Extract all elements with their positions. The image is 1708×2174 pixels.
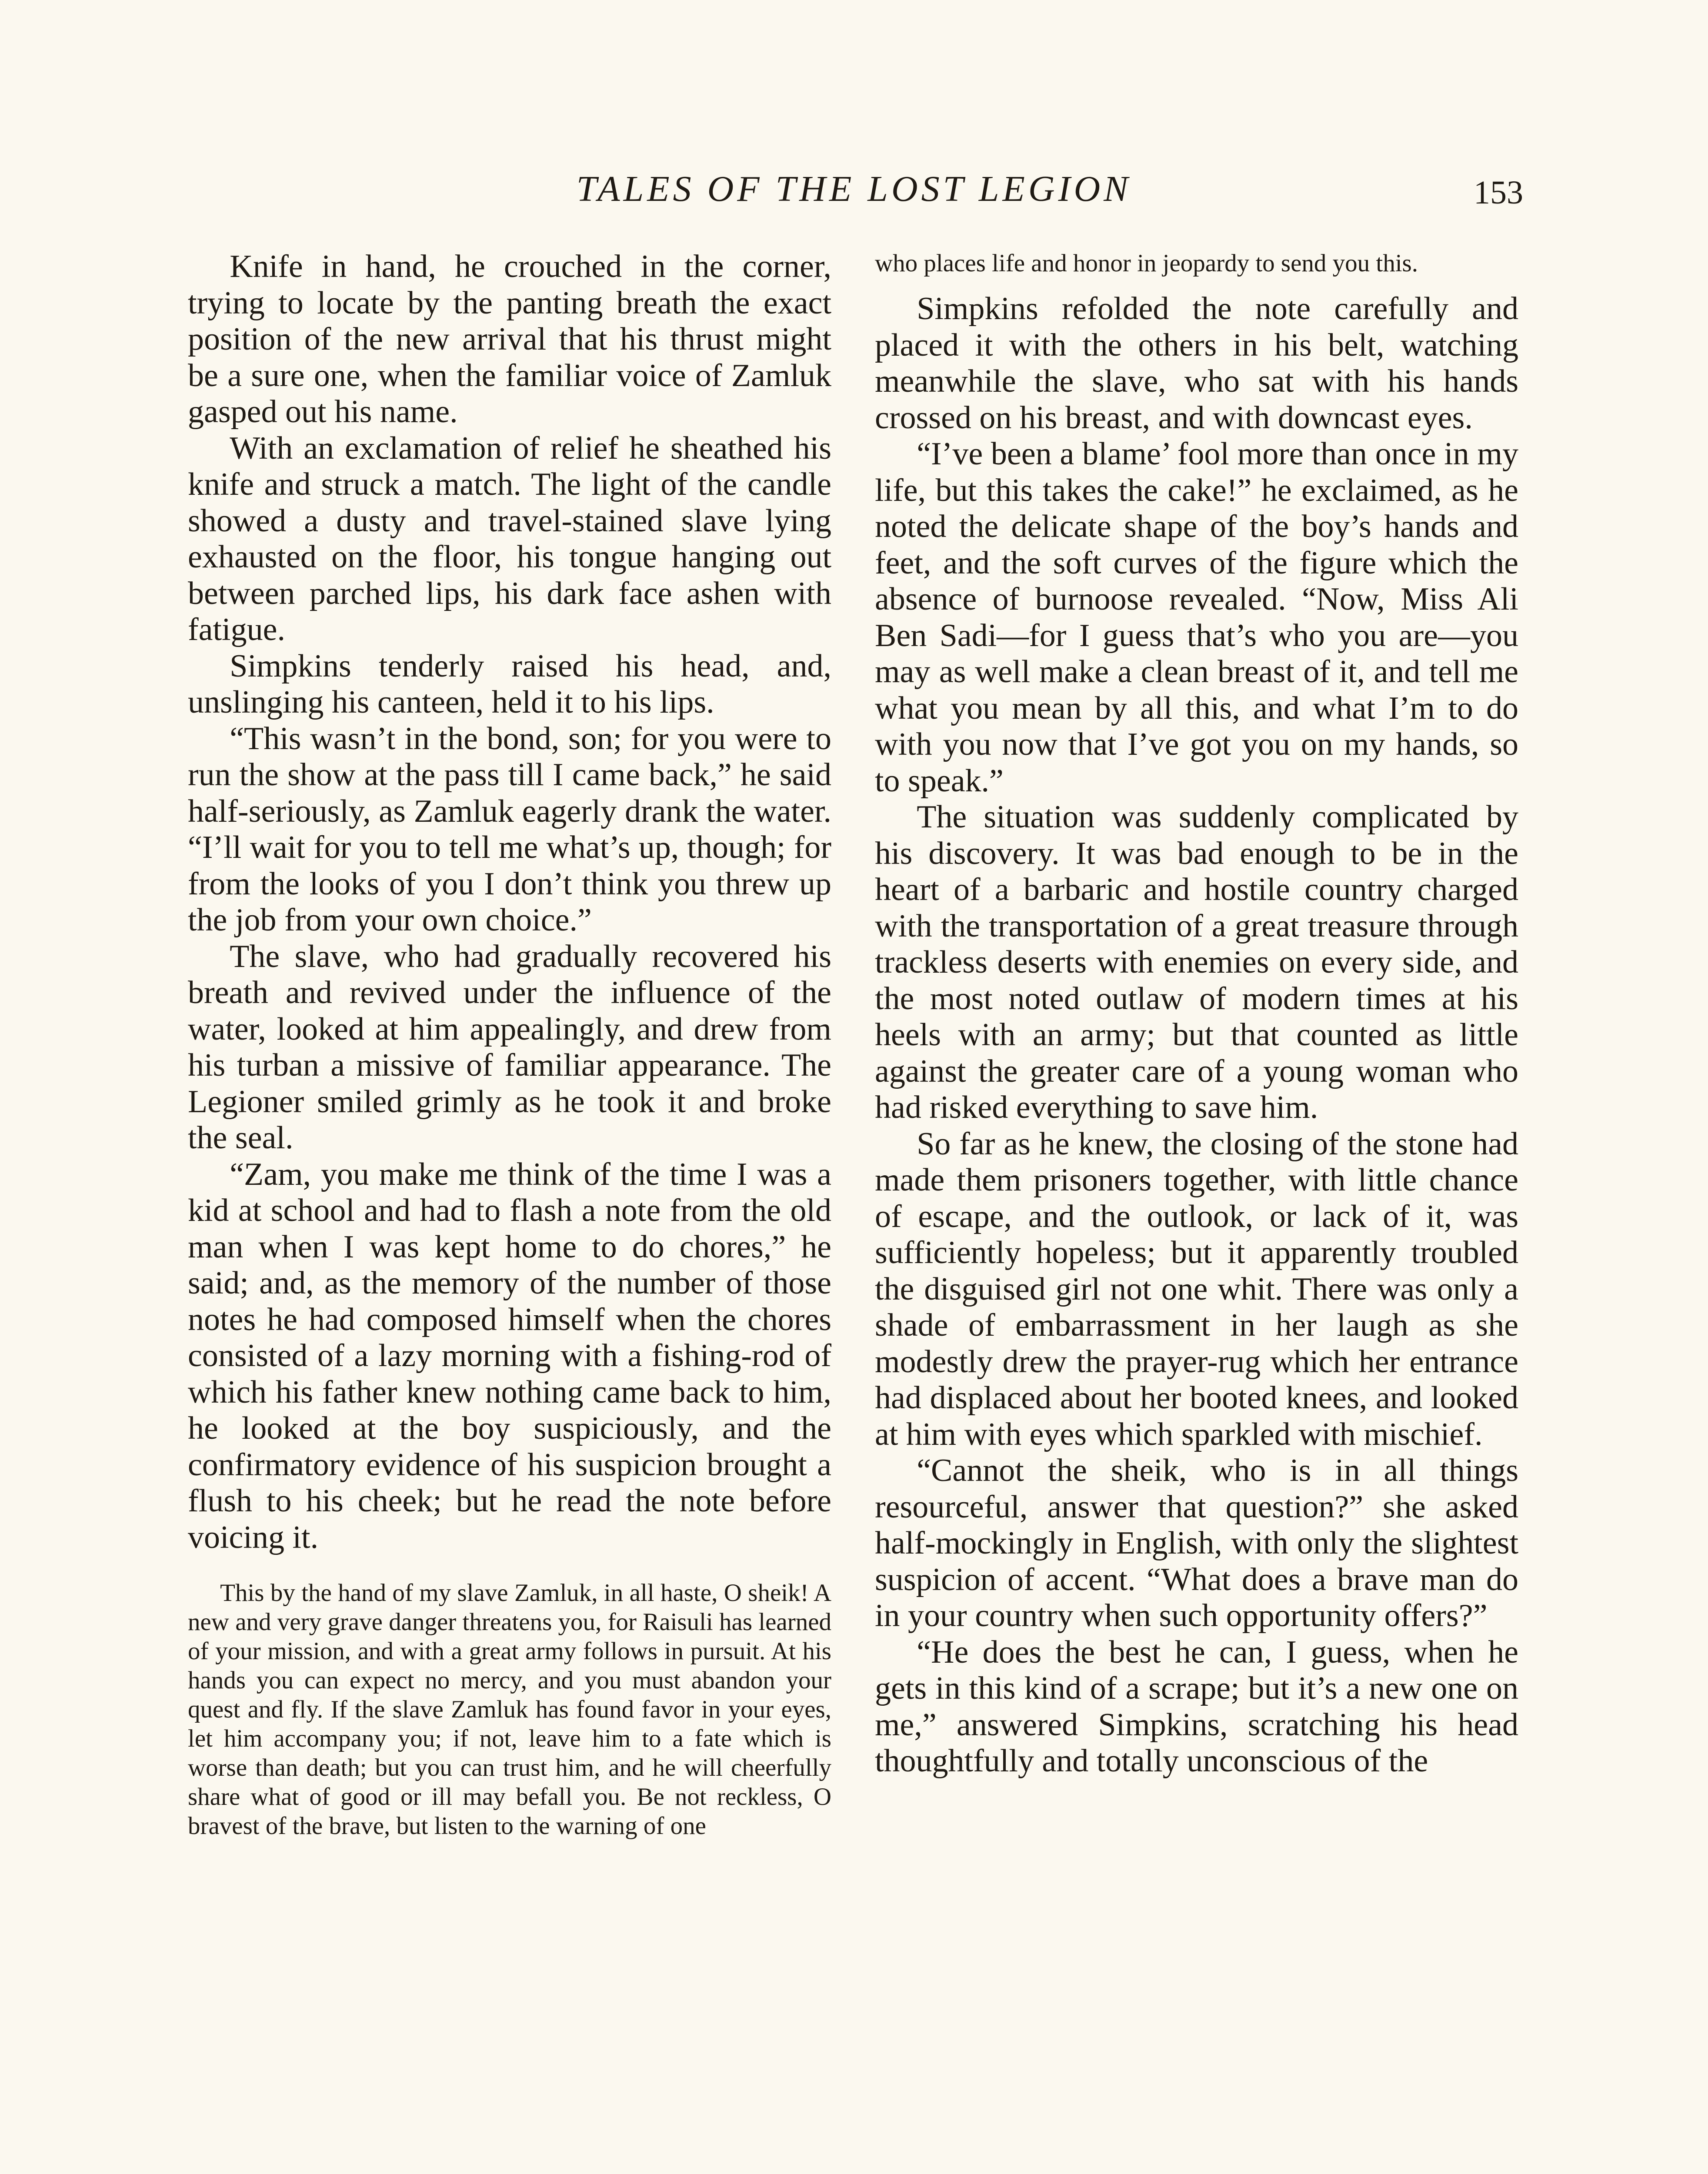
paragraph: “Zam, you make me think of the time I was a kid at school and had to flash a note from the old man when I was kept home to do chores,” he said; and, as the memory of the number of those notes he had composed himself when the chores consisted of a lazy morning with a fishing-rod of which his father knew nothing came back to him, he looked at the boy suspiciously, and the confirmatory evidence of his suspicion brought a flush to his cheek; but he read the note before voicing it. bbox=[188, 1156, 831, 1555]
left-column bbox=[188, 249, 831, 2174]
paragraph: So far as he knew, the closing of the stone had made them prisoners together, with little chance of escape, and the outlook, or lack of it, was sufficiently hopeless; but it apparently troubled the disguised girl not one whit. There was only a shade of embarrassment in her laugh as she modestly drew the prayer-rug which her entrance had displaced about her booted knees, and looked at him with eyes which sparkled with mischief. bbox=[875, 1126, 1518, 1452]
paragraph: The situation was suddenly complicated by his discovery. It was bad enough to be in the heart of a barbaric and hostile country charged with the transportation of a great treasure through trackless deserts with enemies on every side, and the most noted outlaw of modern times at his heels with an army; but that counted as little against the greater care of a young woman who had risked everything to save him. bbox=[875, 799, 1518, 1125]
right-column bbox=[875, 249, 1518, 2174]
paragraph: “I’ve been a blame’ fool more than once in my life, but this takes the cake!” he exclaimed, as he noted the delicate shape of the boy’s hands and feet, and the soft curves of the figure which the absence of burnoose revealed. “Now, Miss Ali Ben Sadi—for I guess that’s who you are—you may as well make a clean breast of it, and tell me what you mean by all this, and what I’m to do with you now that I’ve got you on my hands, so to speak.” bbox=[875, 436, 1518, 799]
paragraph: The slave, who had gradually recovered his breath and revived under the influence of the water, looked at him appealingly, and drew from his turban a missive of familiar appearance. The Legioner smiled grimly as he took it and broke the seal. bbox=[188, 938, 831, 1156]
paragraph: Simpkins tenderly raised his head, and, unslinging his canteen, held it to his lips. bbox=[188, 648, 831, 720]
paragraph: “Cannot the sheik, who is in all things resourceful, answer that question?” she asked half-mockingly in English, with only the slightest suspicion of accent. “What does a brave man do in your country when such opportunity offers?” bbox=[875, 1453, 1518, 1634]
running-title: TALES OF THE LOST LEGION bbox=[576, 169, 1132, 209]
paragraph: Knife in hand, he crouched in the corner, trying to locate by the panting breath the exact position of the new arrival that his thrust might be a sure one, when the familiar voice of Zamluk gasped out his name. bbox=[188, 249, 831, 430]
letter-note-continued: who places life and honor in jeopardy to send you this. bbox=[875, 250, 1418, 277]
letter-note: This by the hand of my slave Zamluk, in all haste, O sheik! A new and very grave danger threatens you, for Raisuli has learned of your mission, and with a great army follows in pursuit. At his hands you can expect no mercy, and you must abandon your quest and fly. If the slave Zamluk has found favor in your eyes, let him accompany you; if not, leave him to a fate which is worse than death; but you can trust him, and he will cheerfully share what of good or ill may befall you. Be not reckless, O bravest of the brave, but listen to the warning of one bbox=[188, 1579, 831, 1840]
paragraph: Simpkins refolded the note carefully and placed it with the others in his belt, watching meanwhile the slave, who sat with his hands crossed on his breast, and with downcast eyes. bbox=[875, 291, 1518, 436]
page-header bbox=[0, 165, 1708, 213]
paragraph: With an exclamation of relief he sheathed his knife and struck a match. The light of the candle showed a dusty and travel-stained slave lying exhausted on the floor, his tongue hanging out between parched lips, his dark face ashen with fatigue. bbox=[188, 430, 831, 647]
paragraph: “He does the best he can, I guess, when he gets in this kind of a scrape; but it’s a new one on me,” answered Simpkins, scratching his head thoughtfully and totally unconscious of the bbox=[875, 1634, 1518, 1779]
page-number: 153 bbox=[1474, 174, 1523, 211]
paragraph: “This wasn’t in the bond, son; for you were to run the show at the pass till I came back,” he said half-seriously, as Zamluk eagerly drank the water. “I’ll wait for you to tell me what’s up, though; for from the looks of you I don’t think you threw up the job from your own choice.” bbox=[188, 720, 831, 938]
